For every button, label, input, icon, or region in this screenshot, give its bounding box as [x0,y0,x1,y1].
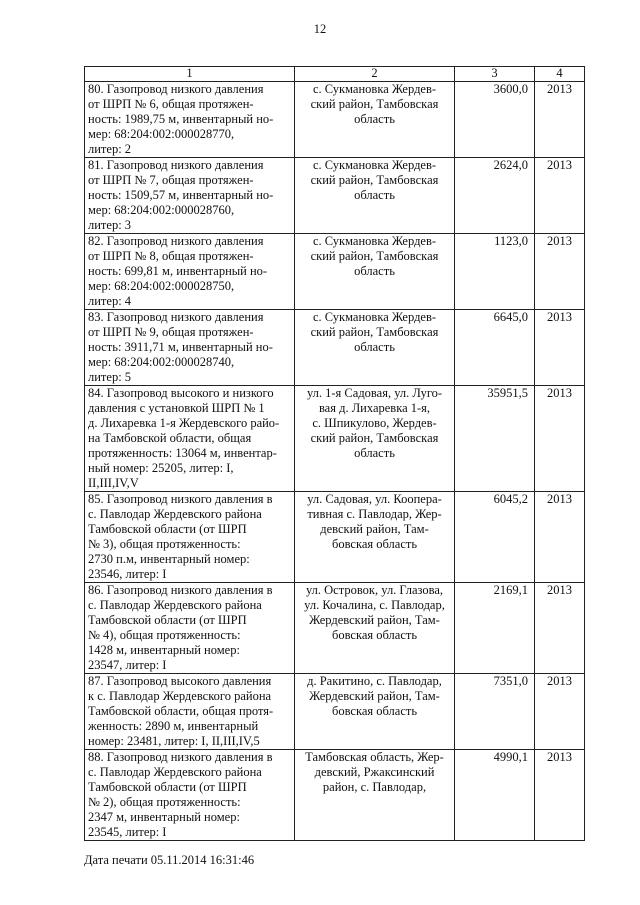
location-cell [295,234,455,310]
year-cell: 2013 [535,310,585,386]
location-cell [295,386,455,492]
description-line: литер: 4 [88,294,132,308]
location-line: с. Сукмановка Жердев- [312,158,437,172]
object-description-cell [85,310,295,386]
description-line: литер: 2 [88,142,132,156]
description-line: № 2), общая протяженность: [88,795,241,809]
column-header: 3 [455,67,535,82]
location-cell [295,158,455,234]
location-line: д. Ракитино, с. Павлодар, [307,674,442,688]
location-line: район, с. Павлодар, [322,780,427,794]
location-line: с. Сукмановка Жердев- [312,234,437,248]
location-line: ский район, Тамбовская [310,431,439,445]
description-line: 23545, литер: I [88,825,167,839]
value-cell: 7351,0 [455,674,535,750]
location-line: область [354,264,395,278]
value-cell: 2169,1 [455,583,535,674]
description-line: от ШРП № 9, общая протяжен- [88,325,254,339]
description-line: Тамбовской области (от ШРП [88,780,247,794]
value-cell: 6645,0 [455,310,535,386]
location-line: ул. Островок, ул. Глазова, [305,583,444,597]
description-line: литер: 3 [88,218,132,232]
year-cell: 2013 [535,82,585,158]
description-line: Тамбовской области (от ШРП [88,613,247,627]
table-row [85,234,585,310]
description-line: № 3), общая протяженность: [88,537,241,551]
location-line: с. Шпикулово, Жердев- [312,416,437,430]
column-header: 4 [535,67,585,82]
year-cell: 2013 [535,583,585,674]
description-line: д. Лихаревка 1-я Жердевского райо- [88,416,280,430]
table-body [85,82,585,841]
description-line: 83. Газопровод низкого давления [88,310,264,324]
location-line: вая д. Лихаревка 1-я, [318,401,431,415]
location-line: ский район, Тамбовская [310,97,439,111]
page-number: 12 [313,22,327,36]
description-line: давления с установкой ШРП № 1 [88,401,265,415]
description-line: женность: 2890 м, инвентарный [88,719,259,733]
table-row [85,82,585,158]
description-line: 81. Газопровод низкого давления [88,158,264,172]
location-line: бовская область [331,628,418,642]
value-cell: 2624,0 [455,158,535,234]
table-row [85,492,585,583]
location-line: ул. Кочалина, с. Павлодар, [304,598,445,612]
description-line: № 4), общая протяженность: [88,628,241,642]
description-line: к с. Павлодар Жердевского района [88,689,272,703]
location-line: Тамбовская область, Жер- [305,750,444,764]
location-line: с. Сукмановка Жердев- [312,82,437,96]
description-line: 85. Газопровод низкого давления в [88,492,273,506]
location-cell [295,492,455,583]
location-line: бовская область [331,704,418,718]
location-line: область [354,446,395,460]
description-line: II,III,IV,V [88,476,139,490]
object-description-cell [85,234,295,310]
description-line: мер: 68:204:002:000028770, [88,127,235,141]
location-line: ский район, Тамбовская [310,173,439,187]
year-cell: 2013 [535,492,585,583]
object-description-cell [85,492,295,583]
description-line: мер: 68:204:002:000028750, [88,279,235,293]
location-line: ул. Садовая, ул. Коопера- [307,492,442,506]
description-line: с. Павлодар Жердевского района [88,765,262,779]
object-description-cell [85,583,295,674]
location-cell [295,674,455,750]
description-line: номер: 23481, литер: I, II,III,IV,5 [88,734,260,748]
column-header: 2 [295,67,455,82]
description-line: ный номер: 25205, литер: I, [88,461,234,475]
description-line: ность: 1509,57 м, инвентарный но- [88,188,274,202]
description-line: мер: 68:204:002:000028760, [88,203,235,217]
location-line: тивная с. Павлодар, Жер- [307,507,442,521]
location-line: бовская область [331,537,418,551]
table-row [85,310,585,386]
print-date: Дата печати 05.11.2014 16:31:46 [84,853,255,867]
header-row [85,67,585,82]
object-description-cell [85,158,295,234]
description-line: ность: 699,81 м, инвентарный но- [88,264,268,278]
table-row [85,583,585,674]
description-line: 88. Газопровод низкого давления в [88,750,273,764]
description-line: 2730 п.м, инвентарный номер: [88,552,250,566]
location-cell [295,310,455,386]
object-description-cell [85,750,295,841]
table-row [85,674,585,750]
description-line: Тамбовской области (от ШРП [88,522,247,536]
location-line: Жердевский район, Там- [309,689,440,703]
location-line: ский район, Тамбовская [310,325,439,339]
year-cell: 2013 [535,750,585,841]
table-row [85,158,585,234]
object-description-cell [85,674,295,750]
description-line: литер: 5 [88,370,132,384]
description-line: 87. Газопровод высокого давления [88,674,272,688]
value-cell: 6045,2 [455,492,535,583]
location-line: ский район, Тамбовская [310,249,439,263]
location-line: ул. 1-я Садовая, ул. Луго- [306,386,443,400]
year-cell: 2013 [535,234,585,310]
location-line: область [354,340,395,354]
description-line: 80. Газопровод низкого давления [88,82,264,96]
value-cell: 3600,0 [455,82,535,158]
location-line: область [354,112,395,126]
description-line: ность: 1989,75 м, инвентарный но- [88,112,274,126]
column-header: 1 [85,67,295,82]
value-cell: 1123,0 [455,234,535,310]
year-cell: 2013 [535,386,585,492]
location-line: область [354,188,395,202]
description-line: от ШРП № 7, общая протяжен- [88,173,254,187]
location-cell [295,750,455,841]
location-line: девский район, Там- [320,522,429,536]
location-cell [295,583,455,674]
description-line: мер: 68:204:002:000028740, [88,355,235,369]
location-cell [295,82,455,158]
registry-table [84,66,585,841]
description-line: 86. Газопровод низкого давления в [88,583,273,597]
year-cell: 2013 [535,158,585,234]
description-line: на Тамбовской области, общая [88,431,252,445]
description-line: от ШРП № 6, общая протяжен- [88,97,254,111]
location-line: с. Сукмановка Жердев- [312,310,437,324]
description-line: 2347 м, инвентарный номер: [88,810,240,824]
description-line: с. Павлодар Жердевского района [88,598,262,612]
description-line: 82. Газопровод низкого давления [88,234,264,248]
description-line: 23546, литер: I [88,567,167,581]
location-line: Жердевский район, Там- [309,613,440,627]
description-line: 1428 м, инвентарный номер: [88,643,240,657]
table-row [85,386,585,492]
value-cell: 4990,1 [455,750,535,841]
description-line: протяженность: 13064 м, инвентар- [88,446,277,460]
value-cell: 35951,5 [455,386,535,492]
description-line: с. Павлодар Жердевского района [88,507,262,521]
description-line: от ШРП № 8, общая протяжен- [88,249,254,263]
object-description-cell [85,82,295,158]
object-description-cell [85,386,295,492]
year-cell: 2013 [535,674,585,750]
description-line: 84. Газопровод высокого и низкого [88,386,274,400]
location-line: девский, Ржаксинский [314,765,435,779]
description-line: 23547, литер: I [88,658,167,672]
table-row [85,750,585,841]
description-line: Тамбовской области, общая протя- [88,704,274,718]
description-line: ность: 3911,71 м, инвентарный но- [88,340,273,354]
